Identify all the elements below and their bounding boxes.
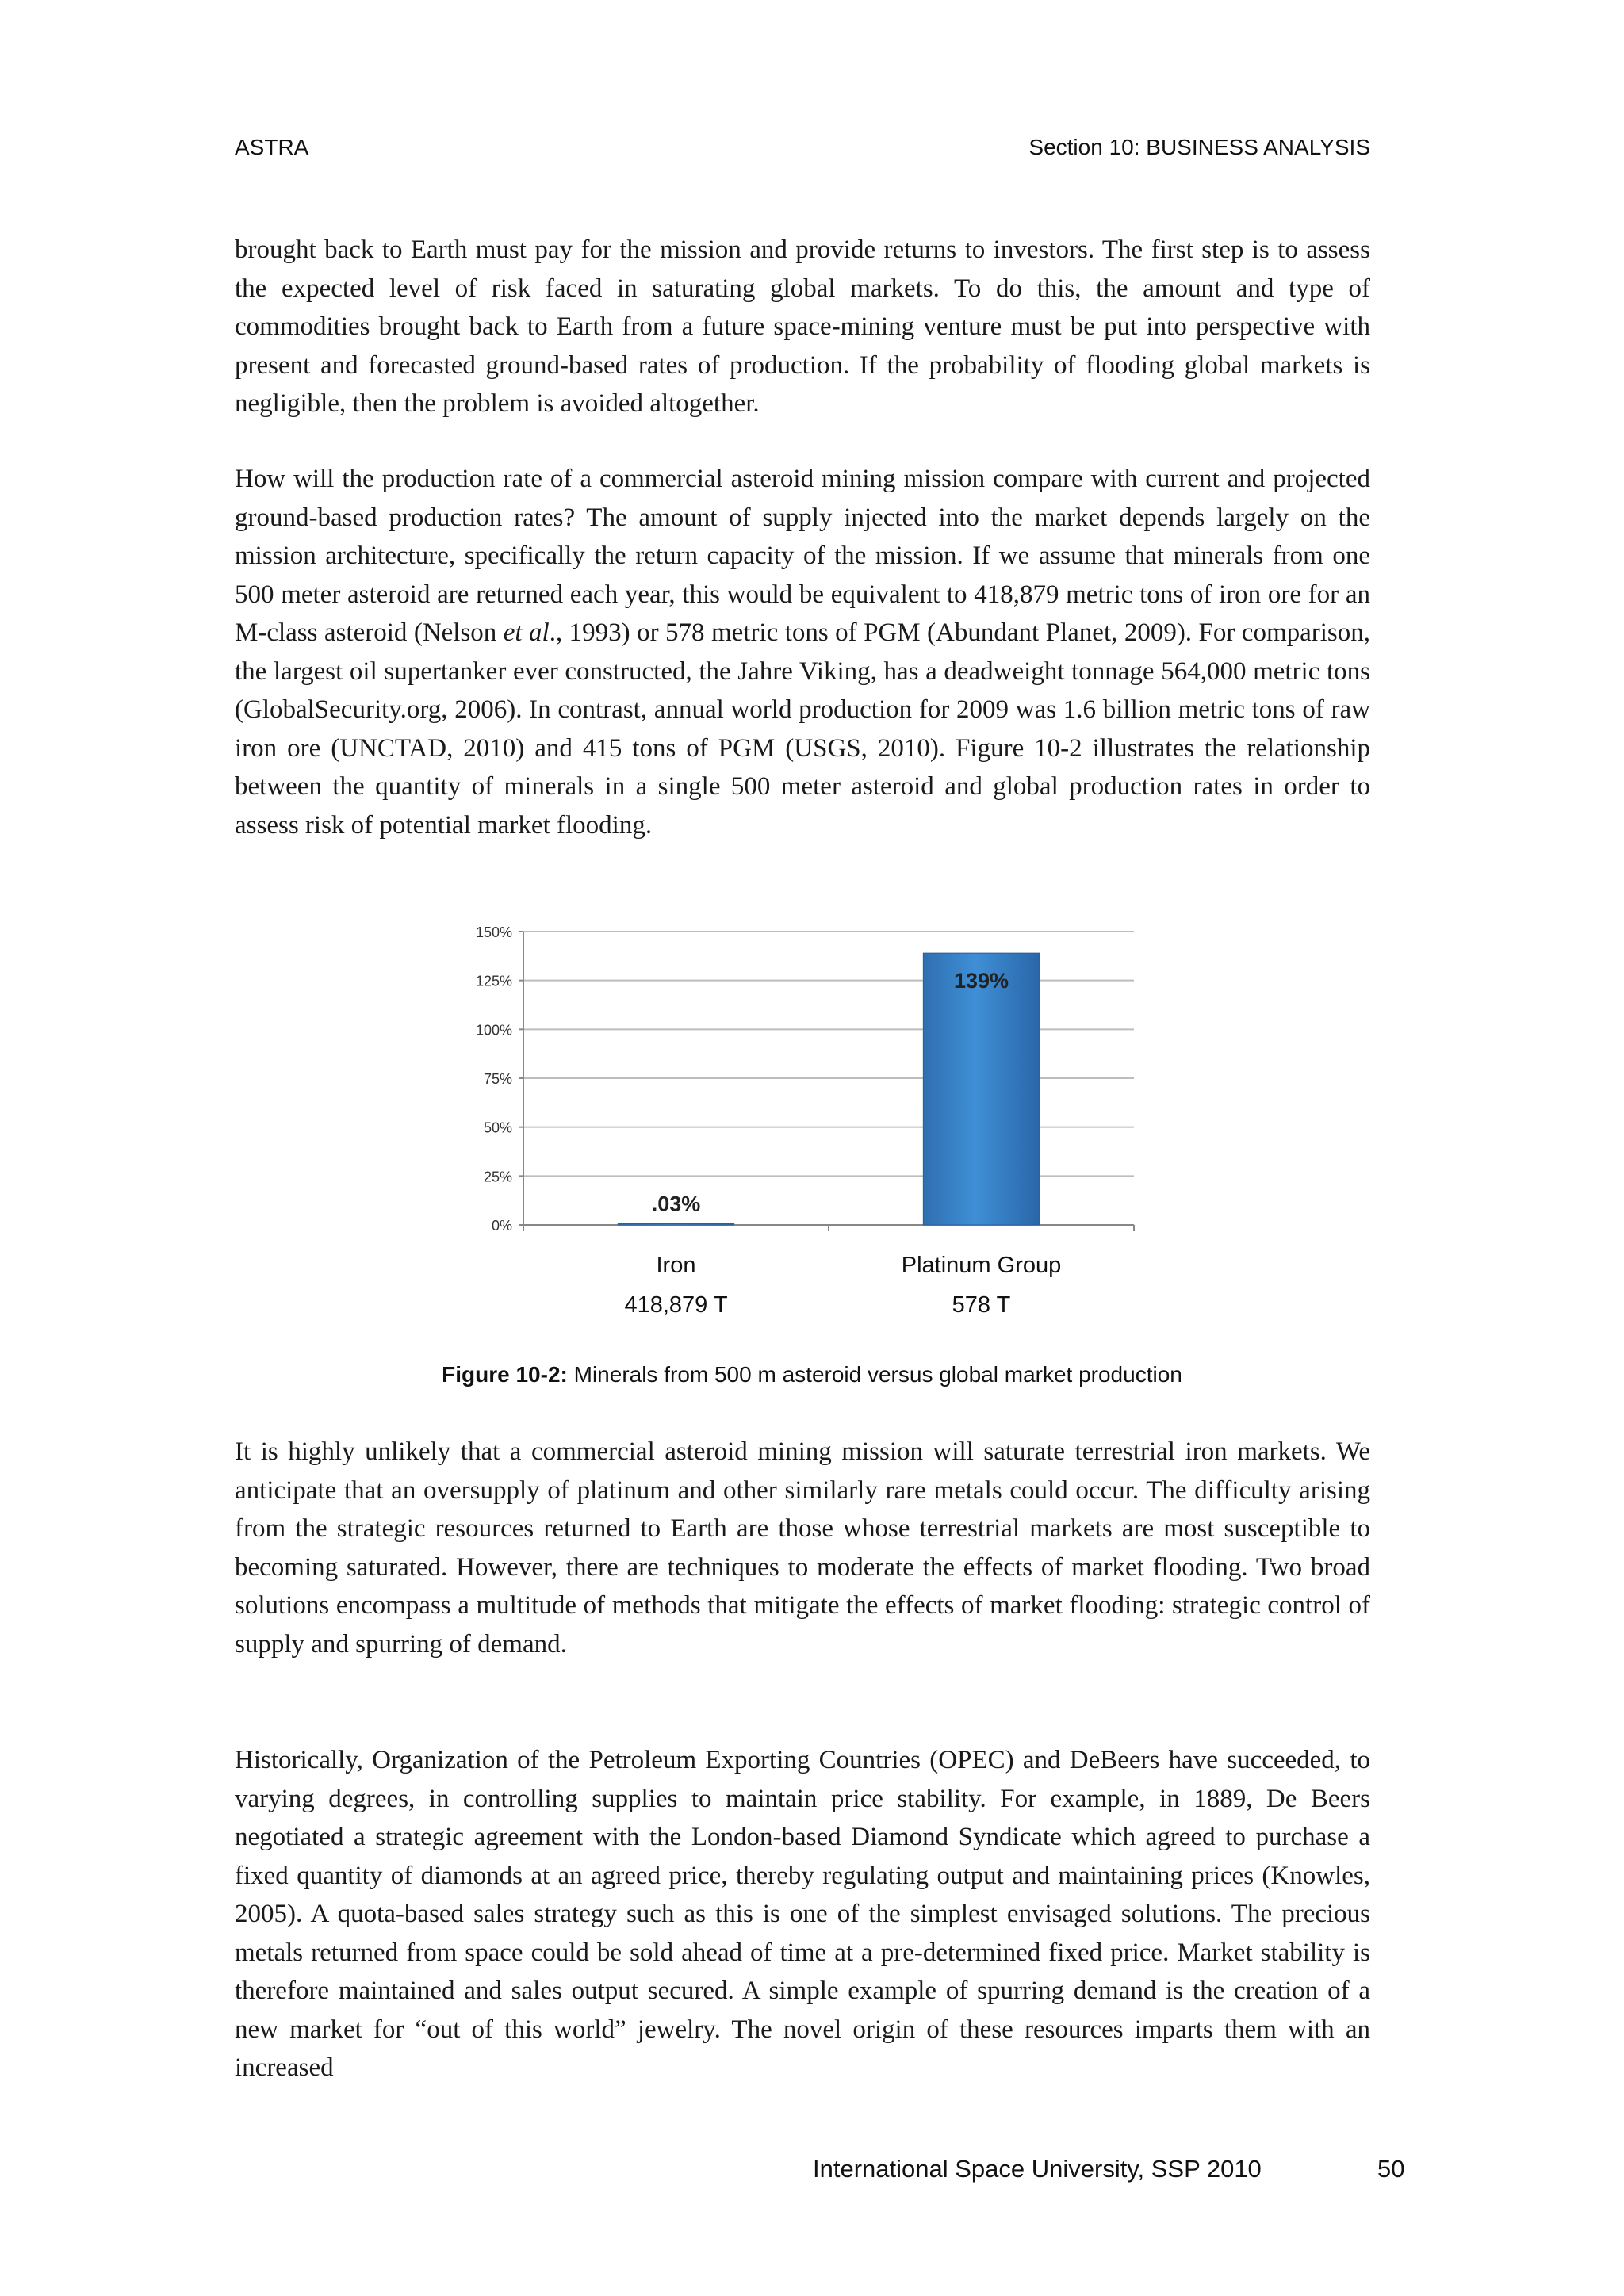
paragraph-2 (235, 460, 1370, 844)
y-tick-label: 0% (491, 1218, 512, 1234)
y-tick-label: 150% (475, 924, 512, 940)
figure-caption-text: Minerals from 500 m asteroid versus global market production (567, 1362, 1182, 1387)
data-label: .03% (651, 1192, 701, 1216)
paragraph-2-part-a: How will the production rate of a commercial asteroid mining mission compare with current and projected ground-based production rates? The amount of supply injected into the market depends largely on the mission architecture, specifically the return capacity of the mission. If we assume that minerals from one 500 meter asteroid are returned each year, this would be equivalent to 418,879 metric tons of iron ore for an M-class asteroid (Nelson (235, 465, 1370, 647)
paragraph-3: It is highly unlikely that a commercial asteroid mining mission will saturate terrestrial iron markets. We anticipate that an oversupply of platinum and other similarly rare metals could occur. The difficulty arising from the strategic resources returned to Earth are those whose terrestrial markets are most susceptible to becoming saturated. However, there are techniques to moderate the effects of market flooding. Two broad solutions encompass a multitude of methods that mitigate the effects of market flooding: strategic control of supply and spurring of demand. (235, 1437, 1370, 1659)
y-tick-label: 100% (475, 1022, 512, 1039)
market-flooding-bar-chart (460, 916, 1158, 1336)
figure-label: Figure 10-2: (442, 1362, 568, 1387)
bar-iron (618, 1224, 733, 1226)
paragraph-2-part-b: ., 1993) or 578 metric tons of PGM (Abundant Planet, 2009). For comparison, the largest oil supertanker ever constructed, the Jahre Viking, has a deadweight tonnage 564,000 metric tons (GlobalSecurity.org, 2006). In contrast, annual world production for 2009 was 1.6 billion metric tons of raw iron ore (UNCTAD, 2010) and 415 tons of PGM (USGS, 2010). Figure 10-2 illustrates the relationship between the quantity of minerals in a single 500 meter asteroid and global production rates in order to assess risk of potential market flooding. (235, 618, 1371, 840)
x-category-sublabel: 578 T (952, 1292, 1011, 1318)
y-tick-label: 125% (475, 973, 512, 989)
footer-source: International Space University, SSP 2010 (813, 2155, 1262, 2183)
y-tick-label: 50% (483, 1119, 512, 1136)
header-section: Section 10: BUSINESS ANALYSIS (1028, 135, 1370, 159)
data-label: 139% (953, 969, 1009, 993)
figure-caption (0, 1362, 1624, 1387)
x-category-label: Iron (656, 1253, 696, 1278)
y-tick-label: 25% (483, 1169, 512, 1185)
header-title: ASTRA (235, 135, 309, 159)
paragraph-1: brought back to Earth must pay for the mission and provide returns to investors. The first step is to assess the expected level of risk faced in saturating global markets. To do this, the amount and type of commodities brought back to Earth from a future space-mining venture must be put into perspective with present and forecasted ground-based rates of production. If the probability of flooding global markets is negligible, then the problem is avoided altogether. (235, 235, 1370, 418)
x-category-label: Platinum Group (901, 1253, 1062, 1278)
bar-platinum-group (923, 953, 1039, 1225)
paragraph-2-et-al: et al (503, 618, 550, 647)
y-tick-label: 75% (483, 1071, 512, 1087)
x-category-sublabel: 418,879 T (624, 1292, 728, 1318)
paragraph-4: Historically, Organization of the Petroleum Exporting Countries (OPEC) and DeBeers have succeeded, to varying degrees, in controlling supplies to maintain price stability. For example, in 1889, De Beers negotiated a strategic agreement with the London-based Diamond Syndicate which agreed to purchase a fixed quantity of diamonds at an agreed price, thereby regulating output and maintaining prices (Knowles, 2005). A quota-based sales strategy such as this is one of the simplest envisaged solutions. The precious metals returned from space could be sold ahead of time at a pre-determined fixed price. Market stability is therefore maintained and sales output secured. A simple example of spurring demand is the creation of a new market for “out of this world” jewelry. The novel origin of these resources imparts them with an increased (235, 1746, 1370, 2082)
page-number: 50 (1377, 2155, 1405, 2183)
